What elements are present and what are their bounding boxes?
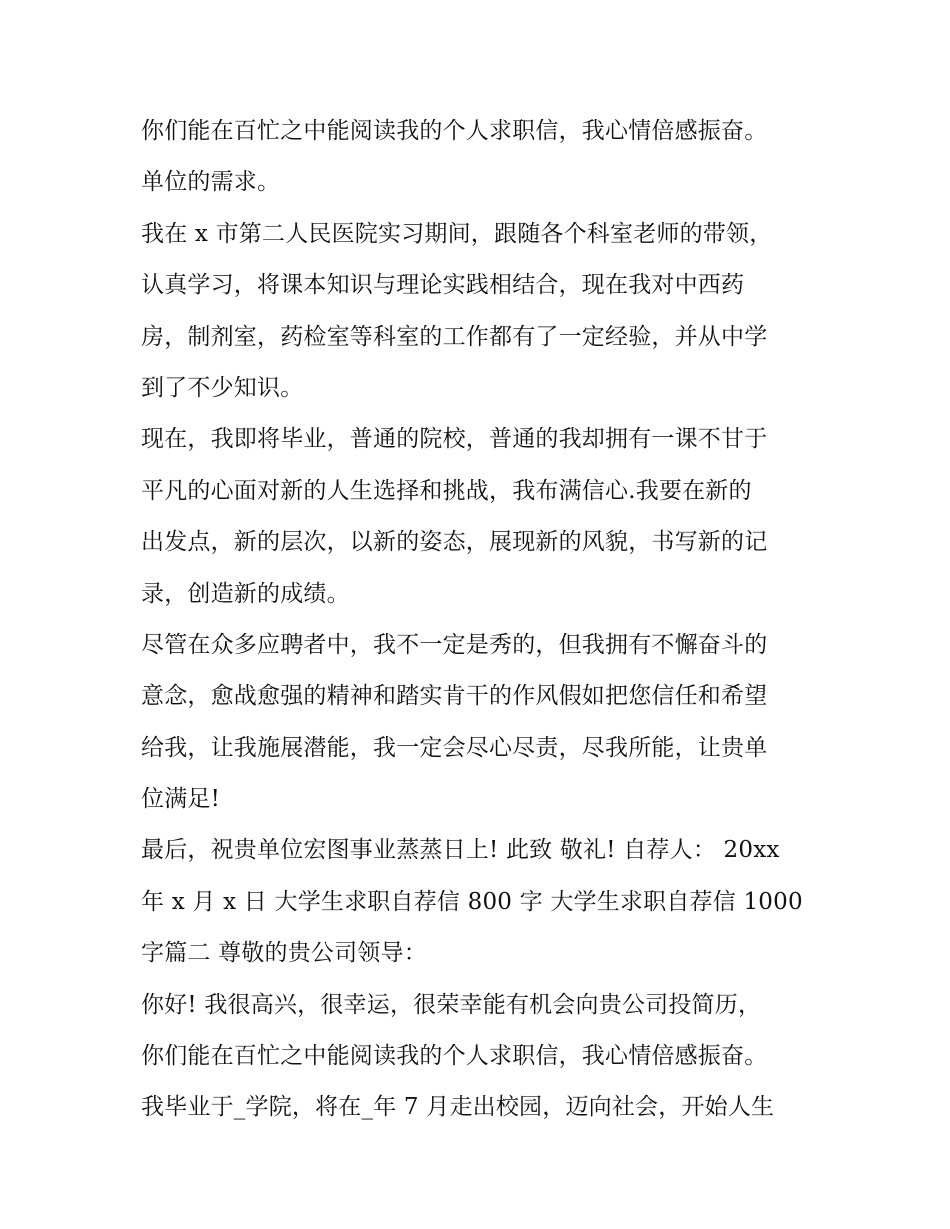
text-line: 字篇二 尊敬的贵公司领导：: [141, 940, 427, 967]
text-line: 最后，祝贵单位宏图事业蒸蒸日上! 此致 敬礼! 自荐人： 20xx: [141, 837, 780, 864]
text-line: 你们能在百忙之中能阅读我的个人求职信，我心情倍感振奋。: [141, 1043, 768, 1070]
text-line: 我毕业于_学院，将在_年 7 月走出校园，迈向社会，开始人生: [141, 1094, 775, 1121]
text-line: 单位的需求。: [141, 169, 281, 196]
text-line: 平凡的心面对新的人生选择和挑战，我布满信心.我要在新的: [141, 477, 752, 504]
text-line: 房，制剂室，药检室等科室的工作都有了一定经验，并从中学: [141, 323, 768, 350]
document-body: [141, 106, 821, 1134]
text-line: 认真学习，将课本知识与理论实践相结合，现在我对中西药: [141, 272, 745, 299]
text-line: 现在，我即将毕业，普通的院校，普通的我却拥有一课不甘于: [141, 426, 768, 453]
text-line: 你们能在百忙之中能阅读我的个人求职信，我心情倍感振奋。: [141, 118, 768, 144]
text-line: 意念，愈战愈强的精神和踏实肯干的作风假如把您信任和希望: [141, 683, 768, 710]
text-line: 给我，让我施展潜能，我一定会尽心尽责，尽我所能，让贵单: [141, 734, 768, 761]
text-line: 尽管在众多应聘者中，我不一定是秀的，但我拥有不懈奋斗的: [141, 631, 768, 658]
text-line: 录，创造新的成绩。: [141, 580, 350, 607]
text-line: 我在 x 市第二人民医院实习期间，跟随各个科室老师的带领，: [141, 220, 773, 247]
text-line: 你好! 我很高兴，很幸运，很荣幸能有机会向贵公司投简历，: [141, 991, 762, 1018]
text-line: 位满足!: [141, 786, 221, 813]
text-line: 到了不少知识。: [141, 374, 304, 401]
text-line: 出发点，新的层次，以新的姿态，展现新的风貌，书写新的记: [141, 529, 768, 556]
text-line: 年 x 月 x 日 大学生求职自荐信 800 字 大学生求职自荐信 1000: [141, 888, 803, 915]
